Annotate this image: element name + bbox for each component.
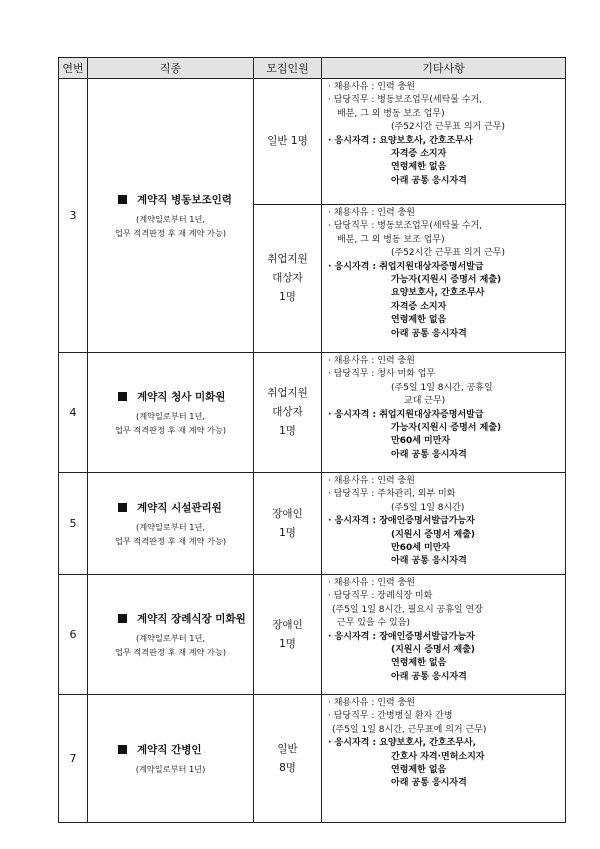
row-number: 6: [59, 575, 88, 695]
header-no: 연번: [59, 58, 88, 79]
detail-line: · 응시자격 : 요양보호사, 간호조무사: [328, 135, 473, 146]
detail-line: 자격증 소지자: [391, 301, 447, 312]
row-number: 7: [59, 695, 88, 823]
detail-line: 배분, 그 외 병동 보조 업무): [337, 234, 445, 245]
recruit-count-text: 대상자: [272, 406, 303, 418]
recruit-count-text: 대상자: [272, 272, 303, 284]
job-title: [88, 389, 253, 404]
details-cell: [322, 695, 566, 823]
recruit-count-text: 일반: [277, 742, 298, 755]
job-title-text: 계약직 병동보조인력: [137, 193, 232, 206]
table-row: [59, 79, 566, 205]
detail-line: · 담당직무 : 병동보조업무(세탁물 수거,: [328, 95, 483, 106]
recruit-count-cell: [254, 695, 322, 823]
square-bullet-icon: [118, 614, 127, 623]
recruit-count-text: 1명: [279, 526, 296, 539]
detail-line: · 채용사유 : 인력 충원: [328, 476, 415, 486]
recruit-count-cell: [254, 473, 322, 575]
header-job: 직종: [88, 58, 254, 79]
detail-line: 아래 공통 응시자격: [391, 328, 467, 339]
job-title-text: 계약직 시설관리원: [137, 501, 222, 514]
detail-line: 연령제한 없음: [391, 162, 447, 173]
square-bullet-icon: [118, 503, 127, 512]
job-title: [88, 500, 253, 515]
job-title: [88, 611, 253, 626]
detail-line: · 응시자격 : 취업지원대상자증명서발급: [328, 261, 484, 272]
square-bullet-icon: [118, 745, 127, 754]
detail-line: 배분, 그 외 병동 보조 업무): [337, 108, 445, 119]
recruit-count-text: 8명: [279, 761, 296, 774]
detail-line: (주52시간 근무표 의거 근무): [391, 122, 505, 133]
detail-line: 교대 근무): [404, 396, 446, 407]
detail-line: 가능자(지원시 증명서 제출): [391, 423, 502, 434]
recruit-count-cell: [254, 79, 322, 205]
job-cell: [88, 695, 254, 823]
job-note-line: (계약일로부터 1년,: [136, 521, 205, 532]
header-recruit: 모집인원: [254, 58, 322, 79]
job-note-line: 업무 적격판정 후 재 계약 가능): [114, 227, 227, 238]
job-title-text: 계약직 청사 미화원: [137, 390, 226, 403]
job-note-line: (계약일로부터 1년,: [136, 213, 205, 224]
detail-line: 연령제한 없음: [391, 315, 447, 326]
recruit-count-cell: [254, 575, 322, 695]
details-cell: [322, 353, 566, 473]
detail-line: · 응시자격 : 요양보호사, 간호조무사,: [328, 738, 477, 749]
job-note-line: 업무 적격판정 후 재 계약 가능): [114, 646, 227, 657]
detail-line: 연령제한 없음: [391, 658, 447, 669]
details-cell: [322, 205, 566, 353]
detail-line: · 채용사유 : 인력 충원: [328, 82, 415, 92]
row-number: 4: [59, 353, 88, 473]
recruit-count-text: 장애인: [272, 618, 303, 631]
table-row: [59, 353, 566, 473]
detail-line: 만60세 미만자: [391, 436, 451, 447]
job-cell: [88, 79, 254, 353]
recruit-count-text: 일반 1명: [267, 135, 308, 147]
detail-line: 아래 공통 응시자격: [391, 175, 467, 186]
recruit-count-cell: [254, 205, 322, 353]
detail-line: 아래 공통 응시자격: [391, 556, 467, 567]
recruit-count-text: 취업지원: [267, 253, 308, 265]
job-title-text: 계약직 장례식장 미화원: [137, 612, 246, 625]
detail-line: · 담당직무 : 간병병실 환자 간병: [328, 711, 453, 722]
job-note: [88, 409, 253, 437]
table-row: [59, 575, 566, 695]
job-note-line: 업무 적격판정 후 재 계약 가능): [114, 535, 227, 546]
detail-line: 요양보호사, 간호조무사: [391, 288, 485, 299]
job-note: [88, 212, 253, 240]
detail-line: 아래 공통 응시자격: [391, 449, 467, 460]
detail-line: · 응시자격 : 장애인증명서발급가능자: [328, 516, 475, 527]
table-row: [59, 695, 566, 823]
detail-line: 자격증 소지자: [391, 149, 447, 160]
job-note-line: (계약일로부터 1년,: [136, 410, 205, 421]
square-bullet-icon: [118, 392, 127, 401]
detail-line: 가능자(지원시 증명서 제출): [391, 275, 502, 286]
recruit-count-text: 1명: [279, 291, 296, 303]
detail-line: · 담당직무 : 병동보조업무(세탁물 수거,: [328, 221, 483, 232]
row-number: 5: [59, 473, 88, 575]
job-title-text: 계약직 간병인: [137, 743, 202, 756]
recruit-count-text: 취업지원: [267, 387, 308, 399]
job-note: [88, 631, 253, 659]
detail-line: (지원시 증명서 제출): [391, 529, 476, 540]
job-note-line: (계약일로부터 1년): [135, 763, 206, 774]
job-note: [88, 520, 253, 548]
detail-line: · 채용사유 : 인력 충원: [328, 356, 415, 366]
details-cell: [322, 575, 566, 695]
detail-line: (주52시간 근무표 의거 근무): [391, 248, 505, 259]
detail-line: 간호사 자격·면허소지자: [391, 751, 485, 762]
detail-line: · 채용사유 : 인력 충원: [328, 578, 415, 588]
detail-line: · 응시자격 : 장애인증명서발급가능자: [328, 631, 475, 642]
detail-line: 아래 공통 응시자격: [391, 671, 467, 682]
detail-line: · 응시자격 : 취업지원대상자증명서발급: [328, 409, 484, 420]
detail-line: (주5일 1일 8시간, 공휴일: [391, 382, 493, 393]
detail-line: (주5일 1일 8시간, 근무표에 의거 근무): [332, 724, 487, 735]
recruit-count-text: 1명: [279, 425, 296, 437]
job-cell: [88, 353, 254, 473]
job-note-line: (계약일로부터 1년,: [136, 632, 205, 643]
detail-line: 아래 공통 응시자격: [391, 778, 467, 789]
detail-line: (지원시 증명서 제출): [391, 645, 476, 656]
detail-line: · 담당직무 : 주차관리, 외부 미화: [328, 489, 456, 500]
detail-line: (주5일 1일 8시간): [391, 502, 465, 513]
recruit-count-text: 1명: [279, 637, 296, 650]
detail-line: · 담당직무 : 장례식장 미화: [328, 591, 433, 602]
job-title: [88, 742, 253, 757]
job-title: [88, 192, 253, 207]
header-other: 기타사항: [322, 58, 566, 79]
recruit-count-cell: [254, 353, 322, 473]
job-note: [88, 762, 253, 776]
row-number: 3: [59, 79, 88, 353]
job-note-line: 업무 적격판정 후 재 계약 가능): [114, 424, 227, 435]
detail-line: · 담당직무 : 청사 미화 업무: [328, 369, 436, 380]
job-cell: [88, 473, 254, 575]
detail-line: · 채용사유 : 인력 충원: [328, 698, 415, 708]
detail-line: · 채용사유 : 인력 충원: [328, 208, 415, 218]
recruit-count-text: 장애인: [272, 507, 303, 520]
job-cell: [88, 575, 254, 695]
details-cell: [322, 79, 566, 205]
table-row: [59, 473, 566, 575]
detail-line: 만60세 미만자: [391, 543, 451, 554]
details-cell: [322, 473, 566, 575]
detail-line: (주5일 1일 8시간, 필요시 공휴일 연장: [332, 604, 483, 615]
square-bullet-icon: [118, 195, 127, 204]
table-header-row: [59, 58, 566, 79]
detail-line: 근무 있을 수 있음): [337, 618, 410, 629]
detail-line: 연령제한 없음: [391, 765, 447, 776]
recruitment-table: [58, 57, 566, 823]
